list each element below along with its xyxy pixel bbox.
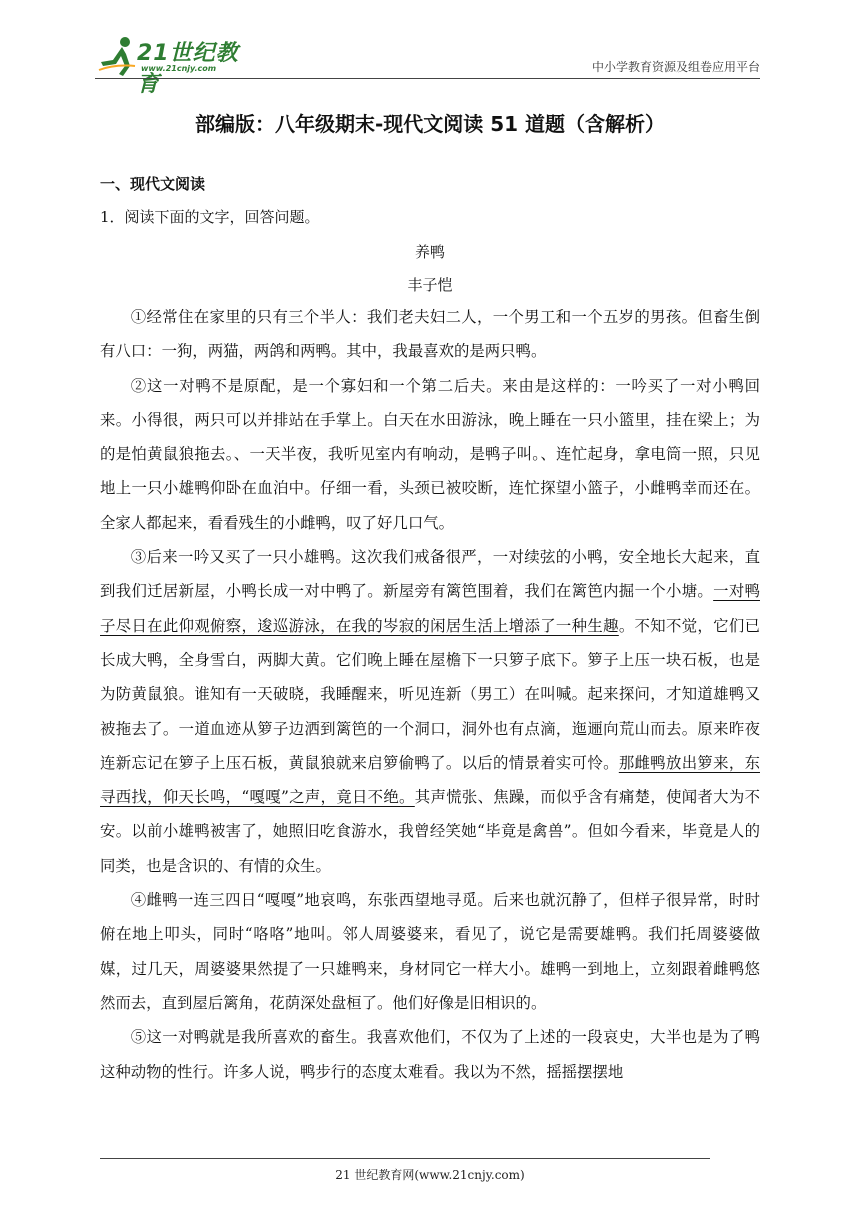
paragraph-2: ②这一对鸭不是原配，是一个寡妇和一个第二后夫。来由是这样的：一吟买了一对小鸭回来。小得很，两只可以并排站在手掌上。白天在水田游泳，晚上睡在一只小篮里，挂在梁上；为的是怕黄鼠狼拖去。、一天半夜，我听见室内有响动，是鸭子叫。、连忙起身，拿电筒一照，只见地上一只小雄鸭仰卧在血泊中。仔细一看，头颈已被咬断，连忙探望小篮子，小雌鸭幸而还在。全家人都起来，看看残生的小雌鸭，叹了好几口气。: [100, 376, 760, 532]
paragraph-1: ①经常住在家里的只有三个半人：我们老夫妇二人，一个男工和一个五岁的男孩。但畜生倒有八口：一狗，两猫，两鸽和两鸭。其中，我最喜欢的是两只鸭。: [100, 308, 760, 361]
underlined-sentence-1: 一对鸭子尽日在此仰观俯察，逡巡游泳，在我的岑寂的闲居生活上增添了一种生趣: [100, 582, 760, 635]
paragraph-3-text-b: 。不知不觉，它们已长成大鸭，全身雪白，两脚大黄。它们晚上睡在屋檐下一只箩子底下。箩子上压一块石板，也是为防黄鼠狼。谁知有一天破晓，我睡醒来，听见连新（男工）在叫喊。起来探问，才知道雄鸭又被拖去了。一道血迹从箩子边洒到篱笆的一个洞口，洞外也有点滴，迤逦向荒山而去。原来昨夜连新忘记在箩子上压石板，黄鼠狼就来启箩偷鸭了。以后的情景着实可怜。: [100, 616, 760, 772]
paragraph-3-text-a: ③后来一吟又买了一只小雄鸭。这次我们戒备很严，一对续弦的小鸭，安全地长大起来，直到我们迁居新屋，小鸭长成一对中鸭了。新屋旁有篱笆围着，我们在篱笆内掘一个小塘。: [100, 548, 760, 601]
platform-label: 中小学教育资源及组卷应用平台: [591, 60, 760, 74]
runner-logo-icon: [95, 36, 139, 76]
logo-url: www.21cnjy.com: [141, 64, 217, 73]
question-prompt: 1．阅读下面的文字，回答问题。: [100, 208, 320, 226]
header-divider: [95, 78, 760, 79]
underlined-sentence-2: 那雌鸭放出箩来，东寻西找，仰天长鸣，“嘎嘎”之声，竟日不绝。: [100, 753, 760, 807]
logo-text: 21世纪教育: [137, 41, 239, 97]
article-title: 养鸭: [414, 243, 445, 261]
page-header: [95, 30, 760, 97]
logo: [95, 36, 255, 97]
article-body: [100, 300, 760, 1089]
article-author: 丰子恺: [407, 276, 453, 294]
page-title: 部编版：八年级期末-现代文阅读 51 道题（含解析）: [194, 112, 666, 136]
page-footer: 21 世纪教育网(www.21cnjy.com): [335, 1168, 525, 1182]
footer-divider: [100, 1158, 710, 1159]
paragraph-5: ⑤这一对鸭就是我所喜欢的畜生。我喜欢他们，不仅为了上述的一段哀史，大半也是为了鸭这种动物的性行。许多人说，鸭步行的态度太难看。我以为不然，摇摇摆摆地: [100, 1028, 760, 1081]
section-heading: 一、现代文阅读: [100, 175, 206, 193]
paragraph-3-text-c: 其声慌张、焦躁，而似乎含有痛楚，使闻者大为不安。以前小雄鸭被害了，她照旧吃食游水，我曾经笑她“毕竟是禽兽”。但如今看来，毕竟是人的同类，也是含识的、有情的众生。: [100, 788, 760, 875]
paragraph-4: ④雌鸭一连三四日“嘎嘎”地哀鸣，东张西望地寻觅。后来也就沉静了，但样子很异常，时时俯在地上叩头，同时“咯咯”地叫。邻人周婆婆来，看见了，说它是需要雄鸭。我们托周婆婆做媒，过几天，周婆婆果然提了一只雄鸭来，身材同它一样大小。雄鸭一到地上，立刻跟着雌鸭悠然而去，直到屋后篱角，花荫深处盘桓了。他们好像是旧相识的。: [100, 891, 760, 1012]
paragraph-3: [100, 540, 760, 883]
